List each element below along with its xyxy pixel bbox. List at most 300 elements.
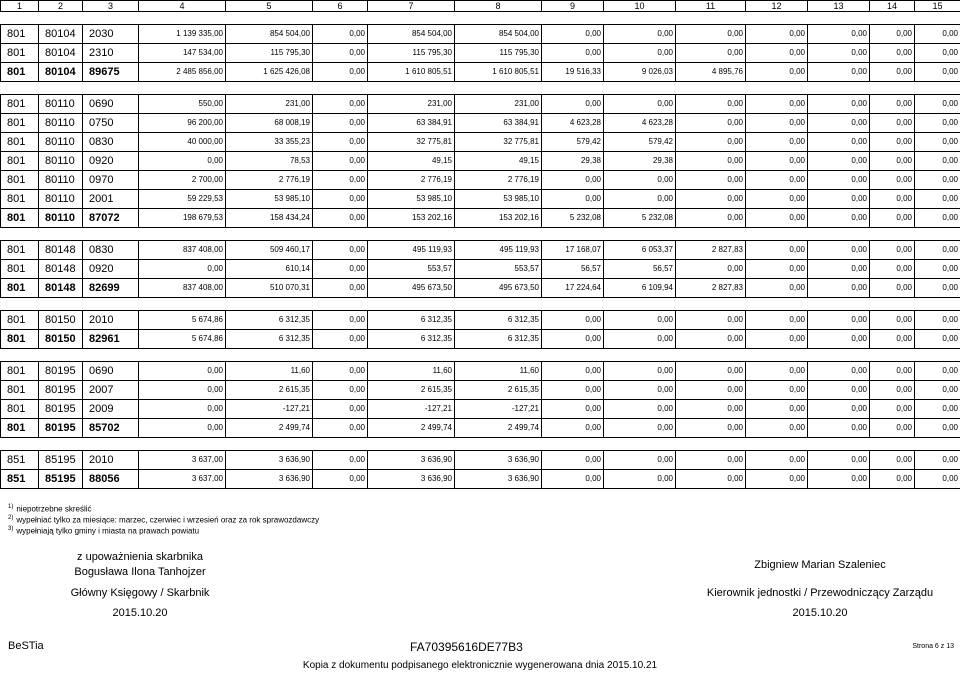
footer-app-name: BeSTia [8,640,44,652]
cell-amount: 63 384,91 [368,114,455,133]
cell-amount: 0,00 [313,95,368,114]
cell-amount: 0,00 [676,362,746,381]
cell-amount: 231,00 [226,95,313,114]
cell-amount: 0,00 [676,381,746,400]
footer-page-number: Strona 6 z 13 [912,643,954,650]
footnote-marker: 1) [8,504,14,510]
spacer-cell [676,12,746,25]
cell-amount: 0,00 [313,63,368,82]
cell-amount: 153 202,16 [455,209,542,228]
cell-amount: 0,00 [676,419,746,438]
footnote [8,504,92,514]
cell-paragraf: 0830 [83,241,139,260]
cell-amount: 0,00 [746,95,808,114]
table-row [1,95,960,114]
cell-paragraf: 0830 [83,133,139,152]
cell-rozdzial: 80148 [39,241,83,260]
cell-rozdzial: 80195 [39,362,83,381]
cell-amount: 0,00 [676,330,746,349]
cell-amount: 0,00 [604,171,676,190]
cell-amount: 0,00 [746,362,808,381]
cell-amount: 495 673,50 [455,279,542,298]
spacer-cell [808,438,870,451]
cell-rozdzial: 80110 [39,209,83,228]
cell-paragraf: 2001 [83,190,139,209]
spacer-cell [870,12,915,25]
group-spacer [1,228,960,241]
cell-dzial: 801 [1,241,39,260]
cell-amount: 0,00 [915,279,960,298]
cell-dzial: 801 [1,330,39,349]
column-number: 13 [808,1,870,12]
spacer-cell [39,12,83,25]
cell-amount: 198 679,53 [139,209,226,228]
cell-amount: 0,00 [870,63,915,82]
spacer-cell [455,349,542,362]
spacer-cell [139,349,226,362]
cell-amount: 0,00 [915,400,960,419]
cell-amount: 0,00 [604,25,676,44]
column-number: 12 [746,1,808,12]
cell-amount: 49,15 [368,152,455,171]
cell-amount: 3 636,90 [226,451,313,470]
cell-amount: 2 499,74 [368,419,455,438]
cell-amount: 53 985,10 [368,190,455,209]
cell-amount: 0,00 [808,260,870,279]
cell-rozdzial: 80110 [39,95,83,114]
cell-amount: 0,00 [676,470,746,489]
group-spacer [1,82,960,95]
cell-amount: 0,00 [313,451,368,470]
spacer-cell [676,438,746,451]
cell-rozdzial: 80110 [39,114,83,133]
cell-amount: 2 615,35 [368,381,455,400]
cell-amount: 147 534,00 [139,44,226,63]
footnote-text: wypełniać tylko za miesiące: marzec, czerwiec i wrzesień oraz za rok sprawozdawczy [16,515,320,525]
signature-left-line1: z upoważnienia skarbnika [77,551,203,563]
cell-amount: 0,00 [915,190,960,209]
cell-amount: 78,53 [226,152,313,171]
column-number: 7 [368,1,455,12]
cell-amount: 0,00 [870,241,915,260]
cell-amount: 0,00 [139,381,226,400]
spacer-cell [808,349,870,362]
spacer-cell [542,228,604,241]
cell-amount: 0,00 [915,95,960,114]
cell-rozdzial: 80110 [39,152,83,171]
cell-dzial: 801 [1,44,39,63]
cell-amount: 0,00 [542,381,604,400]
cell-amount: 0,00 [870,470,915,489]
cell-amount: 1 610 805,51 [368,63,455,82]
cell-amount: 0,00 [870,95,915,114]
cell-amount: 0,00 [808,419,870,438]
spacer-cell [746,349,808,362]
cell-rozdzial: 80150 [39,311,83,330]
cell-amount: 509 460,17 [226,241,313,260]
spacer-cell [1,438,39,451]
signature-right-role: Kierownik jednostki / Przewodniczący Zarządu [706,587,934,599]
cell-amount: 0,00 [870,279,915,298]
cell-amount: 0,00 [676,114,746,133]
spacer-cell [746,298,808,311]
spacer-cell [746,82,808,95]
spacer-cell [139,228,226,241]
cell-amount: 0,00 [808,400,870,419]
cell-amount: 0,00 [313,362,368,381]
cell-amount: 0,00 [746,279,808,298]
spacer-cell [542,12,604,25]
cell-dzial: 801 [1,381,39,400]
cell-amount: 0,00 [676,133,746,152]
cell-amount: 0,00 [746,381,808,400]
cell-amount: 2 499,74 [455,419,542,438]
spacer-cell [676,349,746,362]
spacer-cell [1,228,39,241]
cell-amount: 3 636,90 [455,451,542,470]
cell-dzial: 801 [1,311,39,330]
cell-amount: 0,00 [313,133,368,152]
cell-amount: 579,42 [604,133,676,152]
cell-amount: 495 119,93 [368,241,455,260]
cell-amount: 0,00 [870,171,915,190]
cell-dzial: 801 [1,25,39,44]
cell-paragraf: 0750 [83,114,139,133]
cell-amount: 115 795,30 [368,44,455,63]
spacer-cell [915,82,960,95]
cell-amount: 0,00 [870,44,915,63]
spacer-cell [1,82,39,95]
cell-dzial: 801 [1,190,39,209]
cell-rozdzial: 80195 [39,400,83,419]
spacer-cell [368,349,455,362]
table-row [1,190,960,209]
spacer-cell [226,349,313,362]
cell-dzial: 801 [1,114,39,133]
cell-paragraf: 0920 [83,152,139,171]
cell-amount: 854 504,00 [368,25,455,44]
cell-dzial: 801 [1,260,39,279]
cell-rozdzial: 80104 [39,25,83,44]
cell-amount: 0,00 [746,241,808,260]
cell-amount: 0,00 [542,25,604,44]
cell-amount: 6 312,35 [455,311,542,330]
cell-amount: 0,00 [808,451,870,470]
footer-doc-code: FA70395616DE77B3 [410,640,523,654]
cell-dzial: 801 [1,400,39,419]
cell-amount: 11,60 [226,362,313,381]
cell-dzial: 801 [1,95,39,114]
cell-amount: 0,00 [542,44,604,63]
column-number-row [1,1,960,12]
footnote [8,515,319,525]
cell-paragraf: 2007 [83,381,139,400]
cell-amount: 0,00 [915,44,960,63]
cell-amount: 0,00 [676,171,746,190]
signature-right-name: Zbigniew Marian Szaleniec [754,559,886,571]
group-spacer [1,12,960,25]
cell-amount: 0,00 [542,171,604,190]
cell-amount: 231,00 [455,95,542,114]
spacer-cell [139,438,226,451]
cell-amount: 495 673,50 [368,279,455,298]
footnote-text: niepotrzebne skreślić [16,504,92,514]
cell-amount: 4 623,28 [542,114,604,133]
cell-amount: 0,00 [915,25,960,44]
cell-amount: 0,00 [870,419,915,438]
cell-amount: 0,00 [676,95,746,114]
cell-amount: 32 775,81 [368,133,455,152]
cell-amount: 2 615,35 [455,381,542,400]
cell-amount: 0,00 [746,152,808,171]
cell-paragraf: 0690 [83,95,139,114]
cell-dzial: 801 [1,152,39,171]
cell-amount: 0,00 [915,241,960,260]
cell-amount: 33 355,23 [226,133,313,152]
cell-amount: 3 636,90 [226,470,313,489]
cell-amount: 0,00 [746,209,808,228]
spacer-cell [455,82,542,95]
cell-amount: 495 119,93 [455,241,542,260]
cell-amount: 0,00 [313,152,368,171]
cell-dzial: 801 [1,133,39,152]
cell-amount: 115 795,30 [455,44,542,63]
cell-rozdzial: 80110 [39,190,83,209]
cell-amount: 0,00 [604,451,676,470]
cell-amount: 0,00 [746,25,808,44]
spacer-cell [313,12,368,25]
cell-amount: 837 408,00 [139,279,226,298]
subtotal-row [1,209,960,228]
cell-amount: 0,00 [313,400,368,419]
spacer-cell [808,82,870,95]
spacer-cell [915,298,960,311]
cell-amount: 0,00 [313,311,368,330]
cell-amount: 553,57 [455,260,542,279]
cell-amount: 1 625 426,08 [226,63,313,82]
cell-amount: 49,15 [455,152,542,171]
cell-amount: 56,57 [604,260,676,279]
cell-amount: 0,00 [313,330,368,349]
cell-amount: 0,00 [915,451,960,470]
cell-amount: 0,00 [676,152,746,171]
spacer-cell [604,438,676,451]
cell-paragraf: 82699 [83,279,139,298]
group-spacer [1,438,960,451]
spacer-cell [676,82,746,95]
spacer-cell [226,82,313,95]
table-row [1,114,960,133]
cell-amount: 6 312,35 [455,330,542,349]
cell-amount: 0,00 [604,381,676,400]
cell-amount: 11,60 [368,362,455,381]
spacer-cell [83,349,139,362]
cell-paragraf: 0970 [83,171,139,190]
spacer-cell [226,228,313,241]
cell-amount: 0,00 [915,152,960,171]
spacer-cell [39,228,83,241]
cell-amount: 0,00 [139,260,226,279]
table-row [1,260,960,279]
cell-amount: 0,00 [746,114,808,133]
cell-amount: 0,00 [915,419,960,438]
cell-amount: 0,00 [313,25,368,44]
spacer-cell [542,349,604,362]
cell-amount: 0,00 [808,209,870,228]
cell-dzial: 801 [1,63,39,82]
subtotal-row [1,63,960,82]
cell-amount: 5 232,08 [542,209,604,228]
cell-amount: 2 827,83 [676,279,746,298]
cell-amount: 3 637,00 [139,451,226,470]
cell-amount: 0,00 [542,330,604,349]
column-number: 1 [1,1,39,12]
spacer-cell [83,438,139,451]
signature-left-line2: Bogusława Ilona Tanhojzer [74,566,206,578]
cell-amount: 0,00 [139,362,226,381]
cell-amount: 0,00 [808,470,870,489]
spacer-cell [455,228,542,241]
spacer-cell [676,228,746,241]
cell-dzial: 801 [1,171,39,190]
cell-amount: 0,00 [746,260,808,279]
cell-amount: 0,00 [808,171,870,190]
spacer-cell [604,82,676,95]
spacer-cell [455,12,542,25]
cell-amount: 231,00 [368,95,455,114]
cell-amount: -127,21 [368,400,455,419]
cell-amount: 0,00 [808,311,870,330]
subtotal-row [1,470,960,489]
cell-amount: 0,00 [808,133,870,152]
cell-amount: 0,00 [139,152,226,171]
column-number: 4 [139,1,226,12]
cell-amount: -127,21 [226,400,313,419]
cell-amount: 0,00 [676,209,746,228]
cell-paragraf: 0920 [83,260,139,279]
spacer-cell [676,298,746,311]
cell-amount: 0,00 [915,330,960,349]
cell-amount: 9 026,03 [604,63,676,82]
spacer-cell [542,82,604,95]
cell-amount: 1 610 805,51 [455,63,542,82]
cell-amount: 0,00 [313,241,368,260]
cell-amount: 0,00 [676,451,746,470]
spacer-cell [39,438,83,451]
cell-dzial: 801 [1,362,39,381]
cell-amount: 0,00 [915,114,960,133]
cell-amount: 0,00 [604,419,676,438]
cell-amount: 0,00 [915,260,960,279]
spacer-cell [368,82,455,95]
column-number: 5 [226,1,313,12]
group-spacer [1,349,960,362]
spacer-cell [139,12,226,25]
cell-amount: 0,00 [313,114,368,133]
cell-amount: 0,00 [870,114,915,133]
spacer-cell [1,12,39,25]
cell-rozdzial: 80110 [39,171,83,190]
cell-amount: 63 384,91 [455,114,542,133]
cell-amount: 5 232,08 [604,209,676,228]
cell-amount: 3 636,90 [368,470,455,489]
cell-amount: 579,42 [542,133,604,152]
cell-amount: 550,00 [139,95,226,114]
cell-amount: 0,00 [915,171,960,190]
spacer-cell [226,438,313,451]
cell-rozdzial: 85195 [39,451,83,470]
cell-amount: 56,57 [542,260,604,279]
table-row [1,451,960,470]
cell-amount: 17 168,07 [542,241,604,260]
cell-amount: 0,00 [808,95,870,114]
spacer-cell [604,298,676,311]
cell-amount: 0,00 [746,190,808,209]
table-row [1,362,960,381]
subtotal-row [1,330,960,349]
cell-dzial: 851 [1,451,39,470]
footnote-marker: 2) [8,515,14,521]
table-row [1,241,960,260]
cell-amount: 0,00 [313,260,368,279]
cell-paragraf: 82961 [83,330,139,349]
column-number: 8 [455,1,542,12]
cell-amount: 0,00 [808,279,870,298]
cell-amount: 0,00 [870,260,915,279]
cell-amount: 0,00 [542,311,604,330]
spacer-cell [915,438,960,451]
cell-amount: 0,00 [746,63,808,82]
cell-amount: 115 795,30 [226,44,313,63]
cell-amount: 0,00 [870,362,915,381]
cell-amount: -127,21 [455,400,542,419]
cell-rozdzial: 80148 [39,260,83,279]
cell-dzial: 851 [1,470,39,489]
table-row [1,311,960,330]
spacer-cell [915,349,960,362]
subtotal-row [1,279,960,298]
cell-amount: 0,00 [604,190,676,209]
cell-rozdzial: 80195 [39,381,83,400]
cell-rozdzial: 80195 [39,419,83,438]
signature-left-date: 2015.10.20 [112,607,168,619]
cell-dzial: 801 [1,209,39,228]
spacer-cell [870,228,915,241]
cell-amount: 0,00 [676,25,746,44]
cell-amount: 0,00 [542,451,604,470]
cell-amount: 6 312,35 [368,311,455,330]
cell-amount: 0,00 [313,381,368,400]
cell-amount: 0,00 [915,133,960,152]
spacer-cell [1,298,39,311]
cell-amount: 0,00 [313,470,368,489]
cell-amount: 68 008,19 [226,114,313,133]
cell-amount: 0,00 [915,311,960,330]
cell-amount: 3 636,90 [368,451,455,470]
cell-amount: 0,00 [542,190,604,209]
column-number: 3 [83,1,139,12]
cell-amount: 0,00 [808,25,870,44]
cell-amount: 0,00 [915,209,960,228]
cell-amount: 610,14 [226,260,313,279]
column-number: 6 [313,1,368,12]
cell-amount: 4 895,76 [676,63,746,82]
table-row [1,133,960,152]
footer-copy-note: Kopia z dokumentu podpisanego elektronicznie wygenerowana dnia 2015.10.21 [302,660,658,671]
spacer-cell [313,298,368,311]
spacer-cell [313,438,368,451]
cell-amount: 0,00 [808,190,870,209]
